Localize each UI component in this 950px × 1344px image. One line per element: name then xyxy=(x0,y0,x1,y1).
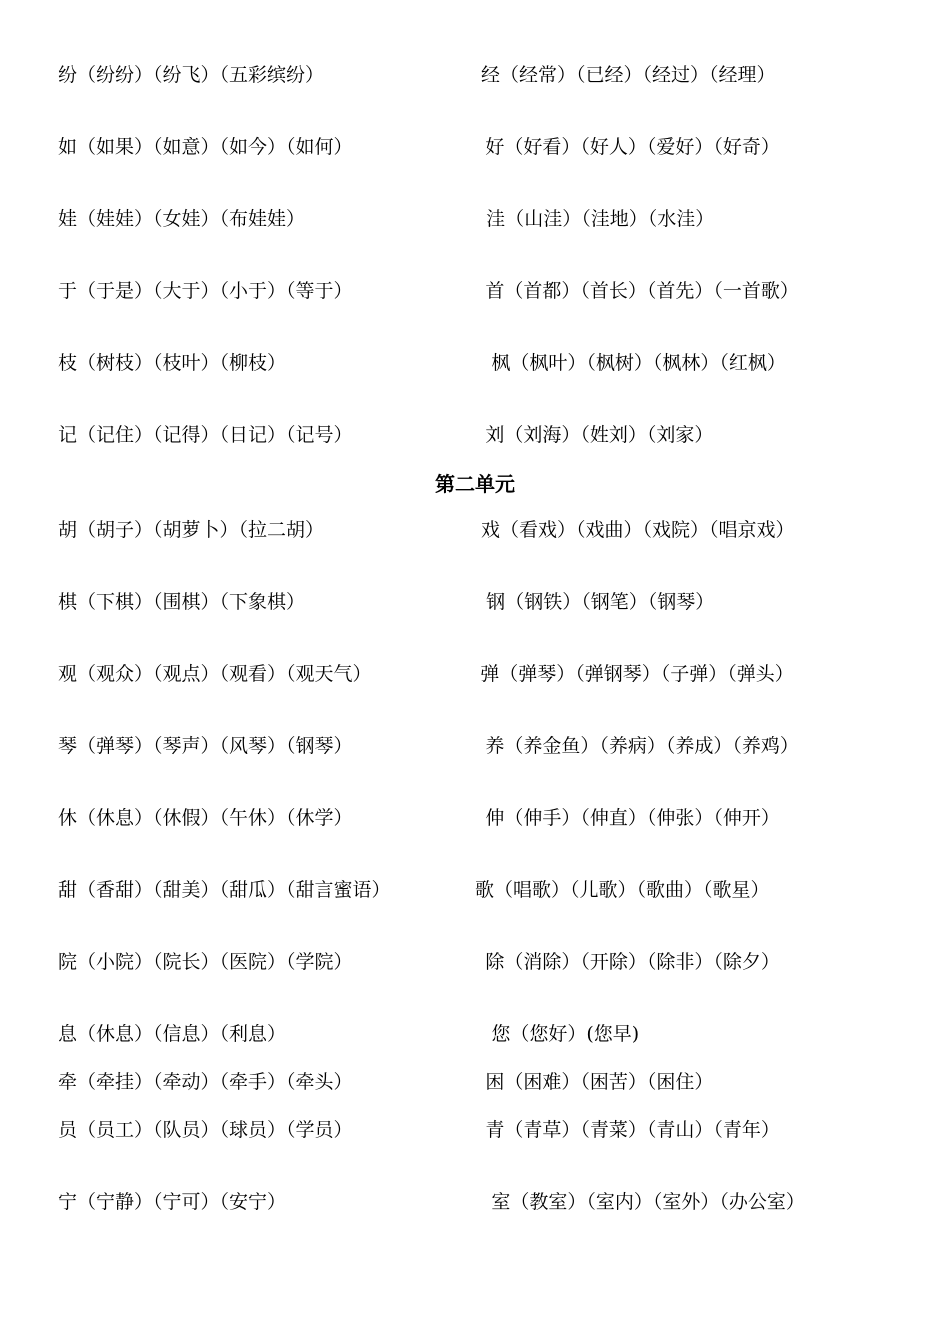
word-entry-line: 观（观众）（观点）（观看）（观天气） 弹（弹琴）（弹钢琴）（子弹）（弹头） xyxy=(58,663,794,685)
word-entry-line: 息（休息）（信息）（利息） 您（您好）(您早) xyxy=(58,1023,640,1045)
word-entry-line: 娃（娃娃）（女娃）（布娃娃） 洼（山洼）（洼地）（水洼） xyxy=(58,208,715,230)
word-entry-line: 院（小院）（院长）（医院）（学院） 除（消除）（开除）（除非）（除夕） xyxy=(58,951,780,973)
word-entry-line: 记（记住）（记得）（日记）（记号） 刘（刘海）（姓刘）（刘家） xyxy=(58,424,714,446)
word-entry-line: 员（员工）（队员）（球员）（学员） 青（青草）（青菜）（青山）（青年） xyxy=(58,1119,780,1141)
word-entry-line: 牵（牵挂）（牵动）（牵手）（牵头） 困（困难）（困苦）（困住） xyxy=(58,1071,714,1093)
word-entry-line: 休（休息）（休假）（午休）（休学） 伸（伸手）（伸直）（伸张）（伸开） xyxy=(58,807,780,829)
word-entry-line: 棋（下棋）（围棋）（下象棋） 钢（钢铁）（钢笔）（钢琴） xyxy=(58,591,715,613)
word-entry-line: 胡（胡子）（胡萝卜）（拉二胡） 戏（看戏）（戏曲）（戏院）（唱京戏） xyxy=(58,519,795,541)
word-entry-line: 于（于是）（大于）（小于）（等于） 首（首都）（首长）（首先）（一首歌） xyxy=(58,280,799,302)
word-entry-line: 琴（弹琴）（琴声）（风琴）（钢琴） 养（养金鱼）（养病）（养成）（养鸡） xyxy=(58,735,799,757)
word-entry-line: 宁（宁静）（宁可）（安宁） 室（教室）（室内）（室外）（办公室） xyxy=(58,1191,805,1213)
section-title: 第二单元 xyxy=(435,472,515,496)
word-entry-line: 如（如果）（如意）（如今）（如何） 好（好看）（好人）（爱好）（好奇） xyxy=(58,136,780,158)
word-entry-line: 枝（树枝）（枝叶）（柳枝） 枫（枫叶）（枫树）（枫林）（红枫） xyxy=(58,352,786,374)
word-entry-line: 纷（纷纷）（纷飞）（五彩缤纷） 经（经常）（已经）（经过）（经理） xyxy=(58,64,776,86)
word-entry-line: 甜（香甜）（甜美）（甜瓜）（甜言蜜语） 歌（唱歌）（儿歌）（歌曲）（歌星） xyxy=(58,879,770,901)
